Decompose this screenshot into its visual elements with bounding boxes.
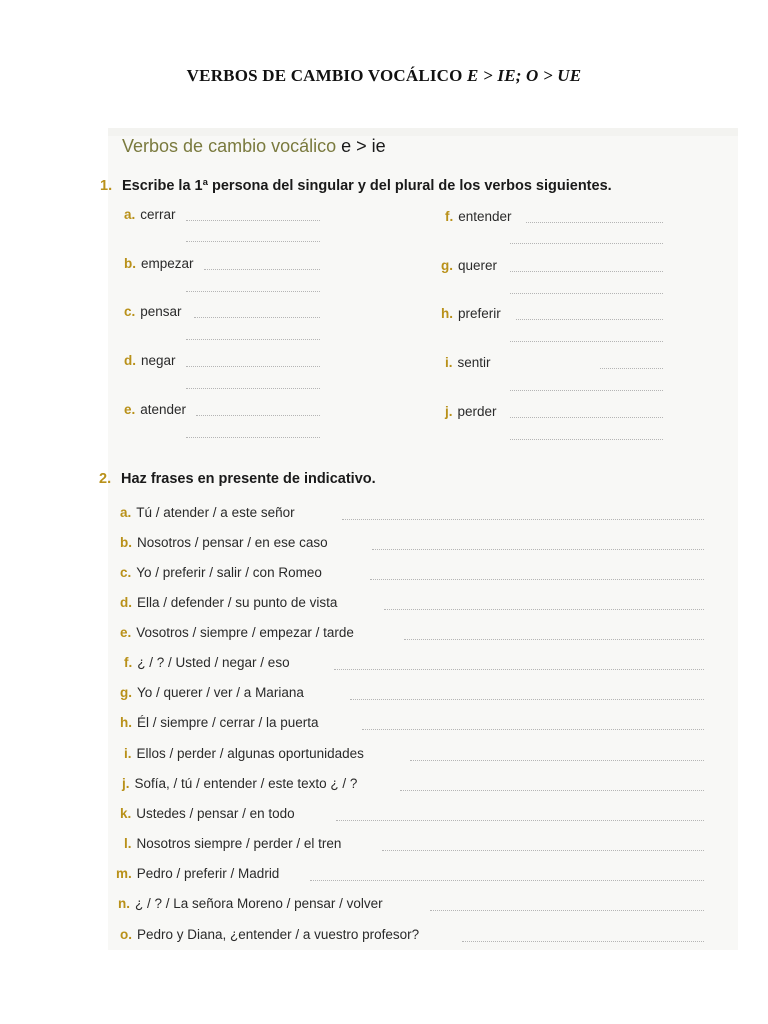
ex2-item-c: c. Yo / preferir / salir / con Romeo — [120, 565, 322, 580]
answer-line[interactable] — [342, 519, 704, 520]
answer-line[interactable] — [510, 439, 663, 440]
ex2-item-b: b. Nosotros / pensar / en ese caso — [120, 535, 328, 550]
answer-line[interactable] — [186, 388, 320, 389]
ex1-item-h: h. preferir — [441, 306, 501, 321]
ex2-item-o: o. Pedro y Diana, ¿entender / a vuestro profesor? — [120, 927, 420, 942]
answer-line[interactable] — [370, 579, 704, 580]
ex2-item-g: g. Yo / querer / ver / a Mariana — [120, 685, 304, 700]
exercise-2-number: 2. — [99, 471, 112, 487]
answer-line[interactable] — [510, 417, 663, 418]
answer-line[interactable] — [350, 699, 704, 700]
answer-line[interactable] — [400, 790, 704, 791]
ex1-item-g: g. querer — [441, 258, 498, 273]
ex2-item-f: f. ¿ / ? / Usted / negar / eso — [124, 655, 290, 670]
ex1-item-a: a. cerrar — [124, 207, 176, 222]
answer-line[interactable] — [194, 317, 320, 318]
ex2-item-j: j. Sofía, / tú / entender / este texto ¿ / ? — [122, 776, 358, 791]
ex1-item-j: j. perder — [445, 404, 497, 419]
answer-line[interactable] — [510, 293, 663, 294]
ex1-item-e: e. atender — [124, 402, 187, 417]
answer-line[interactable] — [410, 760, 704, 761]
answer-line[interactable] — [510, 271, 663, 272]
answer-line[interactable] — [310, 880, 704, 881]
exercise-1-instruction: Escribe la 1ª persona del singular y del plural de los verbos siguientes. — [122, 178, 612, 194]
answer-line[interactable] — [404, 639, 704, 640]
ex2-item-h: h. Él / siempre / cerrar / la puerta — [120, 715, 319, 730]
answer-line[interactable] — [372, 549, 704, 550]
exercise-2-instruction: Haz frases en presente de indicativo. — [121, 471, 376, 487]
answer-line[interactable] — [196, 415, 320, 416]
answer-line[interactable] — [510, 243, 663, 244]
answer-line[interactable] — [186, 241, 320, 242]
ex1-item-i: i. sentir — [445, 355, 491, 370]
section-heading-pattern: e > ie — [341, 136, 386, 156]
ex2-item-n: n. ¿ / ? / La señora Moreno / pensar / volver — [118, 896, 383, 911]
answer-line[interactable] — [510, 341, 663, 342]
answer-line[interactable] — [336, 820, 704, 821]
answer-line[interactable] — [382, 850, 704, 851]
answer-line[interactable] — [186, 366, 320, 367]
section-heading — [122, 136, 386, 157]
ex2-item-a: a. Tú / atender / a este señor — [120, 505, 295, 520]
answer-line[interactable] — [510, 390, 663, 391]
answer-line[interactable] — [600, 368, 663, 369]
answer-line[interactable] — [462, 941, 704, 942]
answer-line[interactable] — [526, 222, 663, 223]
answer-line[interactable] — [186, 220, 320, 221]
ex2-item-k: k. Ustedes / pensar / en todo — [120, 806, 295, 821]
ex2-item-m: m. Pedro / preferir / Madrid — [116, 866, 280, 881]
exercise-1-number: 1. — [100, 178, 113, 194]
answer-line[interactable] — [516, 319, 663, 320]
ex2-item-e: e. Vosotros / siempre / empezar / tarde — [120, 625, 354, 640]
ex2-item-l: l. Nosotros siempre / perder / el tren — [124, 836, 342, 851]
page-title — [0, 66, 768, 86]
ex2-item-i: i. Ellos / perder / algunas oportunidades — [124, 746, 364, 761]
answer-line[interactable] — [186, 291, 320, 292]
title-main: VERBOS DE CAMBIO VOCÁLICO — [186, 66, 463, 85]
ex1-item-d: d. negar — [124, 353, 176, 368]
answer-line[interactable] — [334, 669, 704, 670]
answer-line[interactable] — [204, 269, 320, 270]
ex1-item-c: c. pensar — [124, 304, 182, 319]
answer-line[interactable] — [186, 339, 320, 340]
answer-line[interactable] — [186, 437, 320, 438]
ex1-item-f: f. entender — [445, 209, 512, 224]
answer-line[interactable] — [362, 729, 704, 730]
ex2-item-d: d. Ella / defender / su punto de vista — [120, 595, 338, 610]
ex1-item-b: b. empezar — [124, 256, 194, 271]
section-heading-text: Verbos de cambio vocálico — [122, 136, 337, 156]
answer-line[interactable] — [430, 910, 704, 911]
answer-line[interactable] — [384, 609, 704, 610]
title-pattern: E > IE; O > UE — [467, 66, 582, 85]
